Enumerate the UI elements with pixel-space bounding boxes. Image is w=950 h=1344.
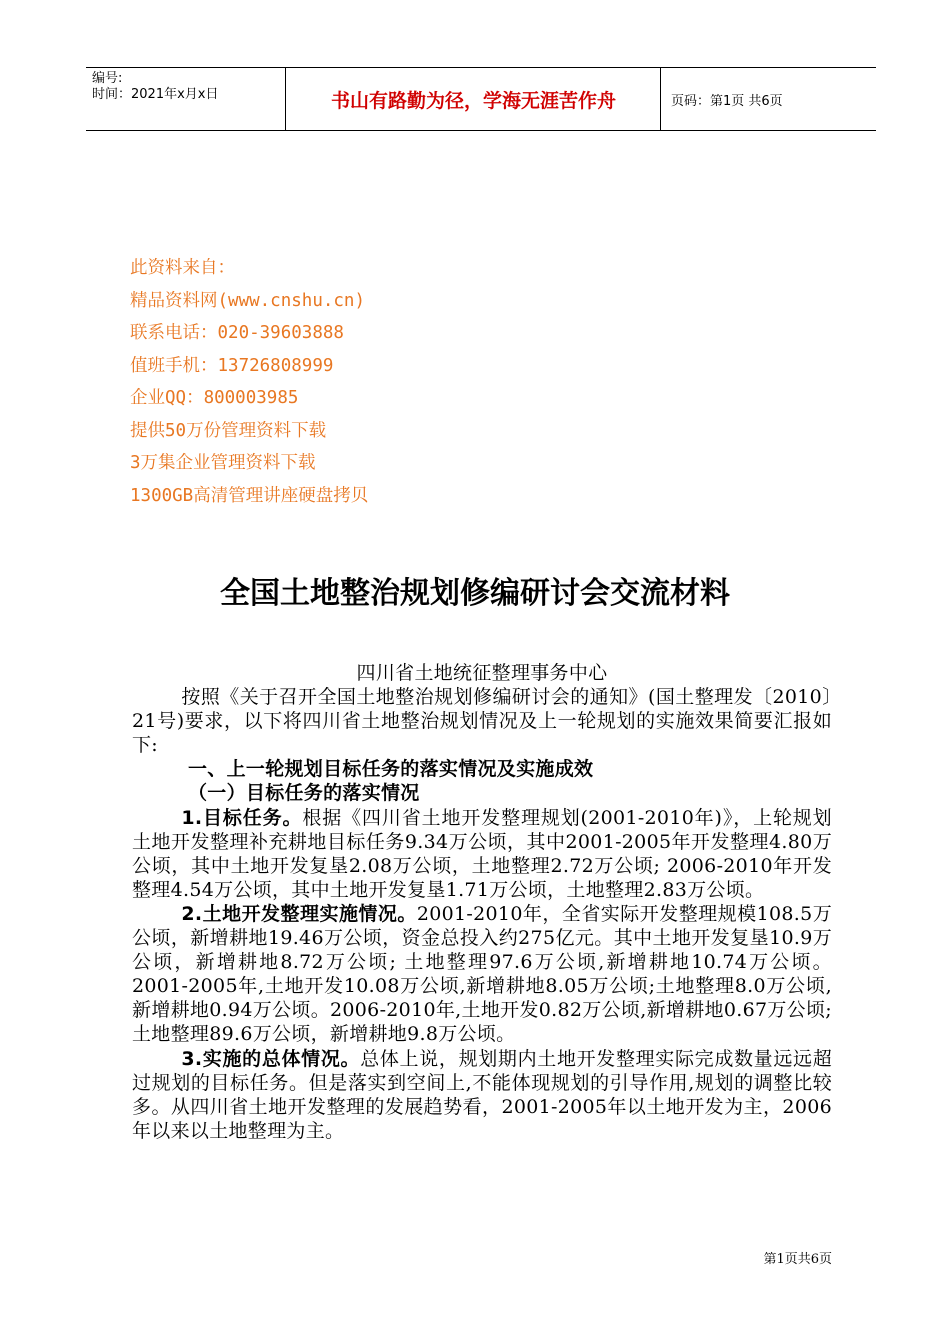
paragraph-2-text: 2001-2010年，全省实际开发整理规模108.5万公顷，新增耕地19.46万公顷，资金总投入约275亿元。其中土地开发复垦10.9万公顷，新增耕地8.72万公顷; 土地整理97.6万公顷,新增耕地10.74万公顷。2001-2005年,土地开发10.08万公顷,新增耕地8.05万公顷;土地整理8.0万公顷,新增耕地0.94万公顷。2006-2010年,土地开发0.82万公顷,新增耕地0.67万公顷;土地整理89.6万公顷，新增耕地9.8万公顷。 [132,902,832,1046]
paragraph-3-text: 总体上说，规划期内土地开发整理实际完成数量远远超过规划的目标任务。但是落实到空间上,不能体现规划的引导作用,规划的调整比较多。从四川省土地开发整理的发展趋势看，2001-2005年以土地开发为主，2006年以来以土地整理为主。 [132,1047,832,1142]
ad-line: 联系电话：020-39603888 [130,323,344,343]
intro-paragraph: 按照《关于召开全国土地整治规划修编研讨会的通知》(国土整理发〔2010〕21号)要求，以下将四川省土地整治规划情况及上一轮规划的实施效果简要汇报如下: [132,686,832,757]
ad-line: 此资料来自： [130,258,235,278]
section-heading: 一、上一轮规划目标任务的落实情况及实施成效 [188,758,594,781]
document-body [132,661,832,1143]
organization: 四川省土地统征整理事务中心 [356,662,608,684]
paragraph-1 [132,806,832,902]
paragraph-3-lead: 3.实施的总体情况。 [181,1047,361,1070]
paragraph-2-lead: 2.土地开发整理实施情况。 [181,902,417,925]
ad-line: 精品资料网(www.cnshu.cn) [130,290,366,311]
header-page-info: 页码：第1页 共6页 [671,93,783,109]
number-label: 编号: [92,71,123,86]
subsection-heading: （一）目标任务的落实情况 [188,782,420,805]
paragraph-3 [132,1047,832,1143]
ad-line: 企业QQ：800003985 [130,388,299,408]
ad-line: 值班手机：13726808999 [130,355,334,376]
header-motto: 书山有路勤为径，学海无涯苦作舟 [287,68,661,130]
paragraph-1-text: 根据《四川省土地开发整理规划(2001-2010年)》，上轮规划土地开发整理补充耕地目标任务9.34万公顷，其中2001-2005年开发整理4.80万公顷，其中土地开发复垦2.08万公顷，土地整理2.72万公顷; 2006-2010年开发整理4.54万公顷，其中土地开发复垦1.71万公顷，土地整理2.83万公顷。 [132,806,832,901]
ad-line: 3万集企业管理资料下载 [130,453,316,473]
page-header [86,67,876,131]
document-title: 全国土地整治规划修编研讨会交流材料 [220,576,730,611]
header-meta [86,68,286,130]
ad-line: 1300GB高清管理讲座硬盘拷贝 [130,485,369,506]
paragraph-2 [132,902,832,1047]
page-footer: 第1页共6页 [763,1252,832,1267]
time-label: 时间：2021年x月x日 [92,87,219,102]
paragraph-1-lead: 1.目标任务。 [181,806,303,829]
source-ad-block [130,252,368,512]
ad-line: 提供50万份管理资料下载 [130,420,327,441]
